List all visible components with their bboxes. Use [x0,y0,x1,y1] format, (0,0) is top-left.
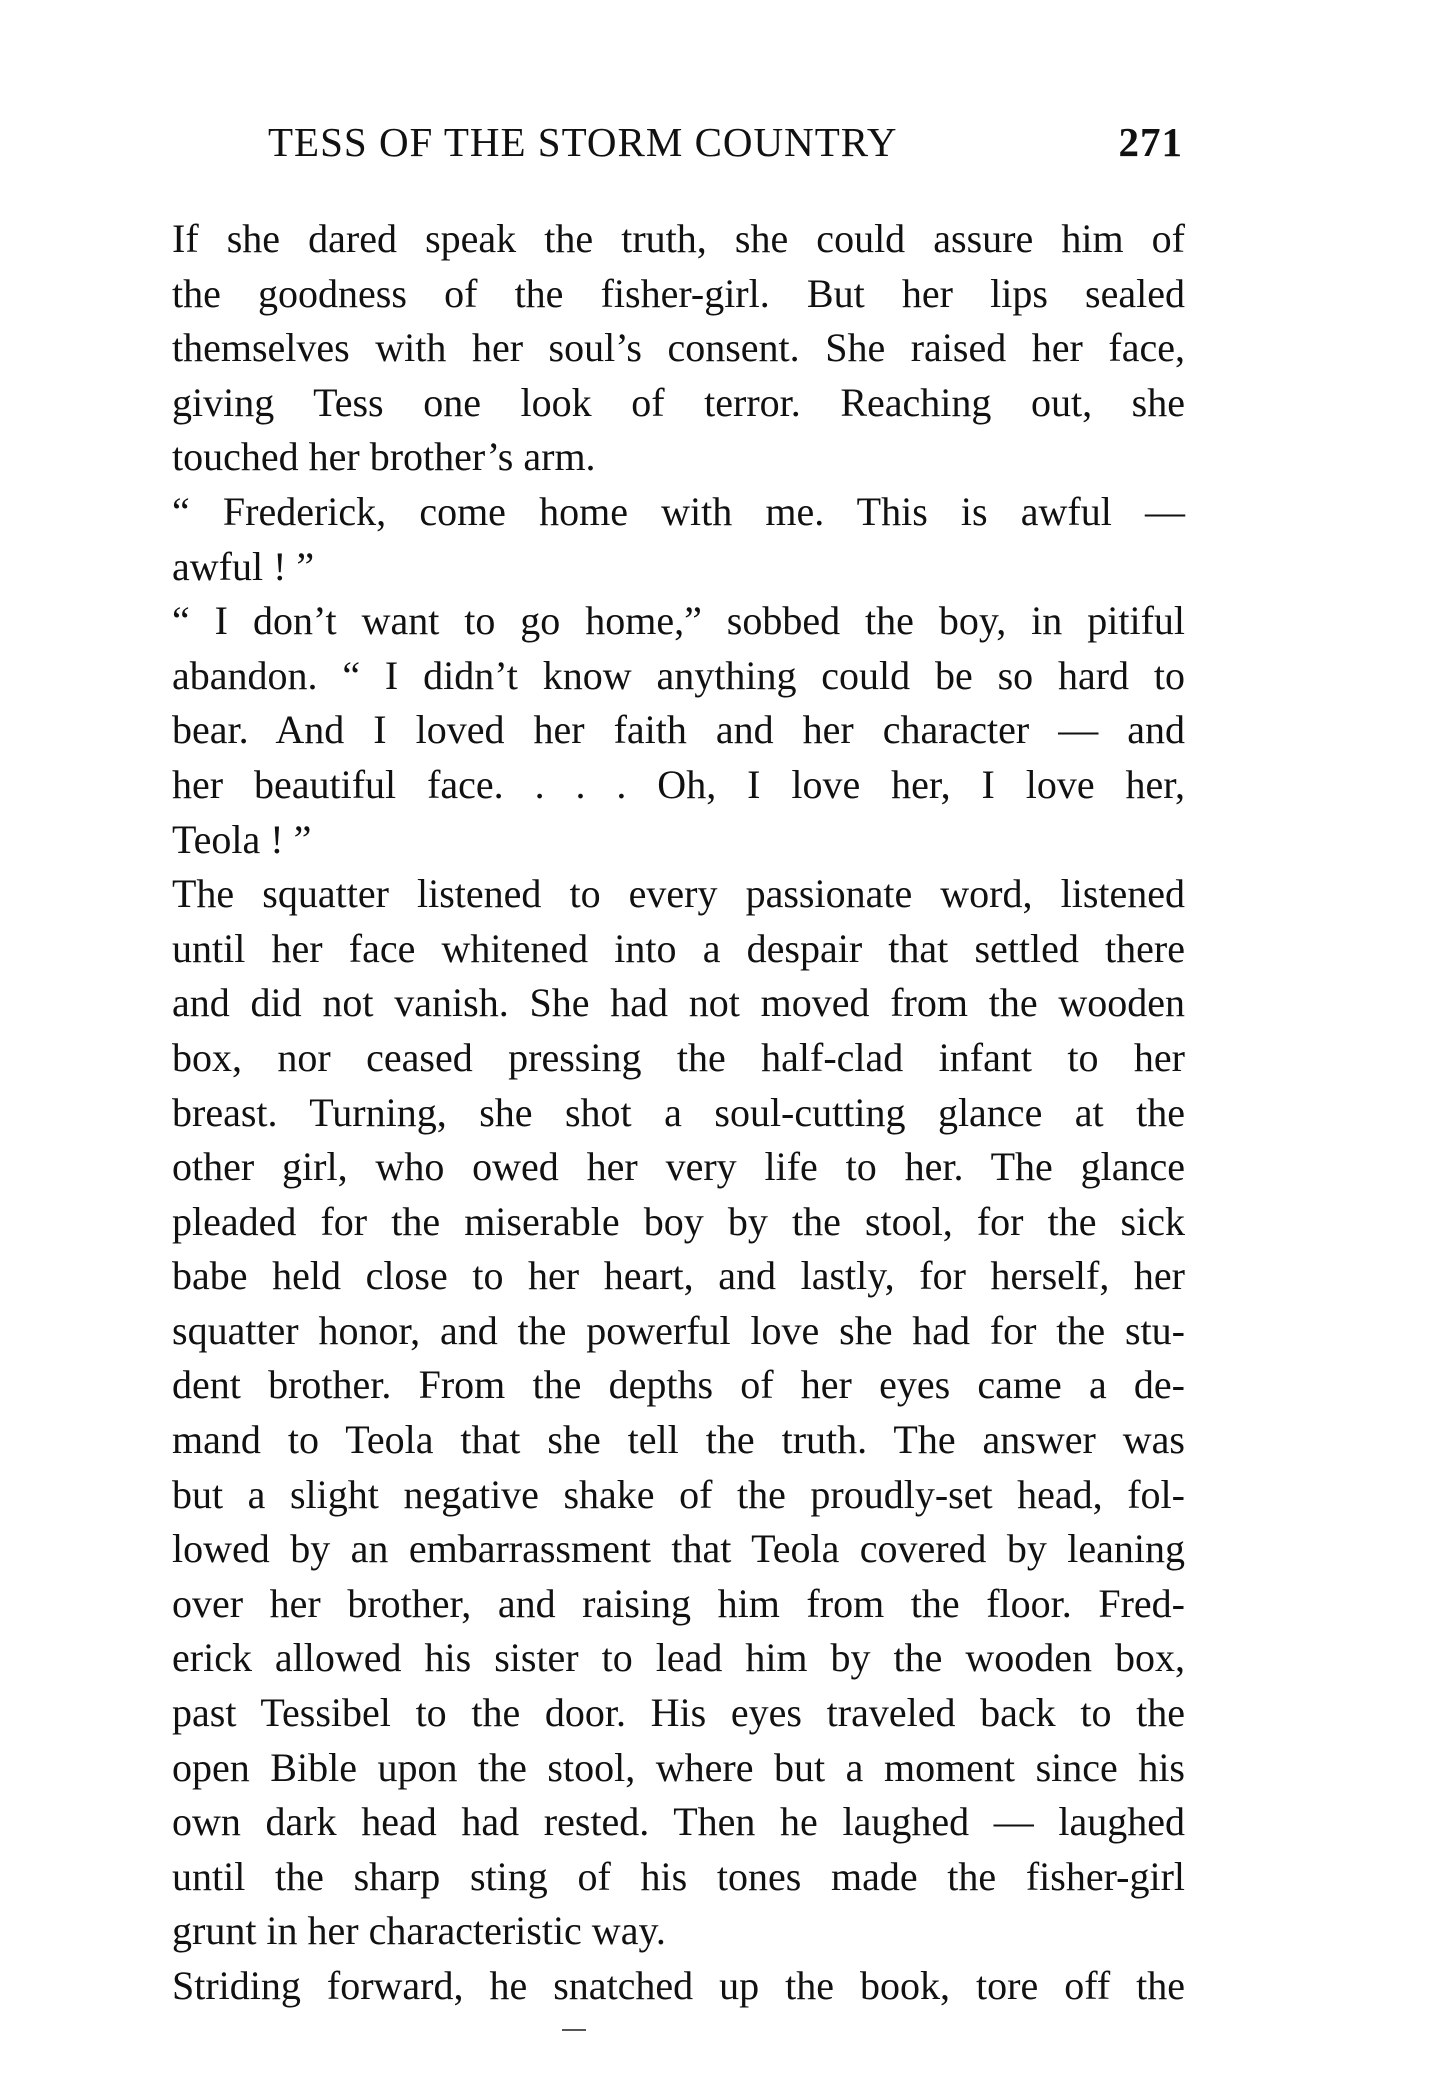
text-line: Striding forward, he snatched up the book, tore off the [172,1963,1185,2008]
page-body [172,212,1185,2014]
text-line: The squatter listened to every passionate word, listened [172,871,1185,917]
text-line: Teola ! ” [172,816,312,862]
text-line: the goodness of the fisher-girl. But her lips sealed [172,270,1185,316]
page-number: 271 [1118,119,1183,165]
text-line: touched her brother’s arm. [172,434,596,480]
printer-mark [562,2029,586,2031]
text-line: If she dared speak the truth, she could assure him of [172,216,1185,261]
text-line: dent brother. From the depths of her eyes came a de- [172,1362,1185,1408]
text-line: lowed by an embarrassment that Teola covered by leaning [172,1526,1185,1572]
text-line: abandon. “ I didn’t know anything could be so hard to [172,652,1185,698]
text-line: box, nor ceased pressing the half-clad infant to her [172,1034,1185,1080]
text-line: but a slight negative shake of the proudly-set head, fol- [172,1471,1185,1517]
book-title: TESS OF THE STORM COUNTRY [268,119,898,165]
text-line: grunt in her characteristic way. [172,1908,666,1954]
text-line: giving Tess one look of terror. Reaching out, she [172,379,1185,425]
text-line: erick allowed his sister to lead him by the wooden box, [172,1635,1185,1681]
text-line: awful ! ” [172,543,315,589]
text-line: mand to Teola that she tell the truth. The answer was [172,1417,1185,1463]
text-line: “ I don’t want to go home,” sobbed the boy, in pitiful [172,598,1185,644]
text-line: themselves with her soul’s consent. She raised her face, [172,325,1185,371]
text-line: until the sharp sting of his tones made the fisher-girl [172,1853,1185,1899]
text-line: past Tessibel to the door. His eyes traveled back to the [172,1690,1185,1736]
text-line: breast. Turning, she shot a soul-cutting glance at the [172,1089,1185,1135]
text-line: until her face whitened into a despair that settled there [172,925,1185,971]
text-line: over her brother, and raising him from the floor. Fred- [172,1580,1185,1626]
text-line: “ Frederick, come home with me. This is awful — [172,488,1185,534]
text-line: and did not vanish. She had not moved from the wooden [172,980,1185,1026]
text-line: own dark head had rested. Then he laughed — laughed [172,1799,1185,1845]
text-line: other girl, who owed her very life to her. The glance [172,1144,1185,1190]
text-line: pleaded for the miserable boy by the stool, for the sick [172,1198,1185,1244]
text-line: bear. And I loved her faith and her character — and [172,707,1185,753]
text-line: her beautiful face. . . . Oh, I love her, I love her, [172,761,1185,807]
running-header [268,118,1183,178]
text-line: squatter honor, and the powerful love she had for the stu- [172,1307,1185,1353]
text-line: open Bible upon the stool, where but a moment since his [172,1744,1185,1790]
text-line: babe held close to her heart, and lastly, for herself, her [172,1253,1185,1299]
